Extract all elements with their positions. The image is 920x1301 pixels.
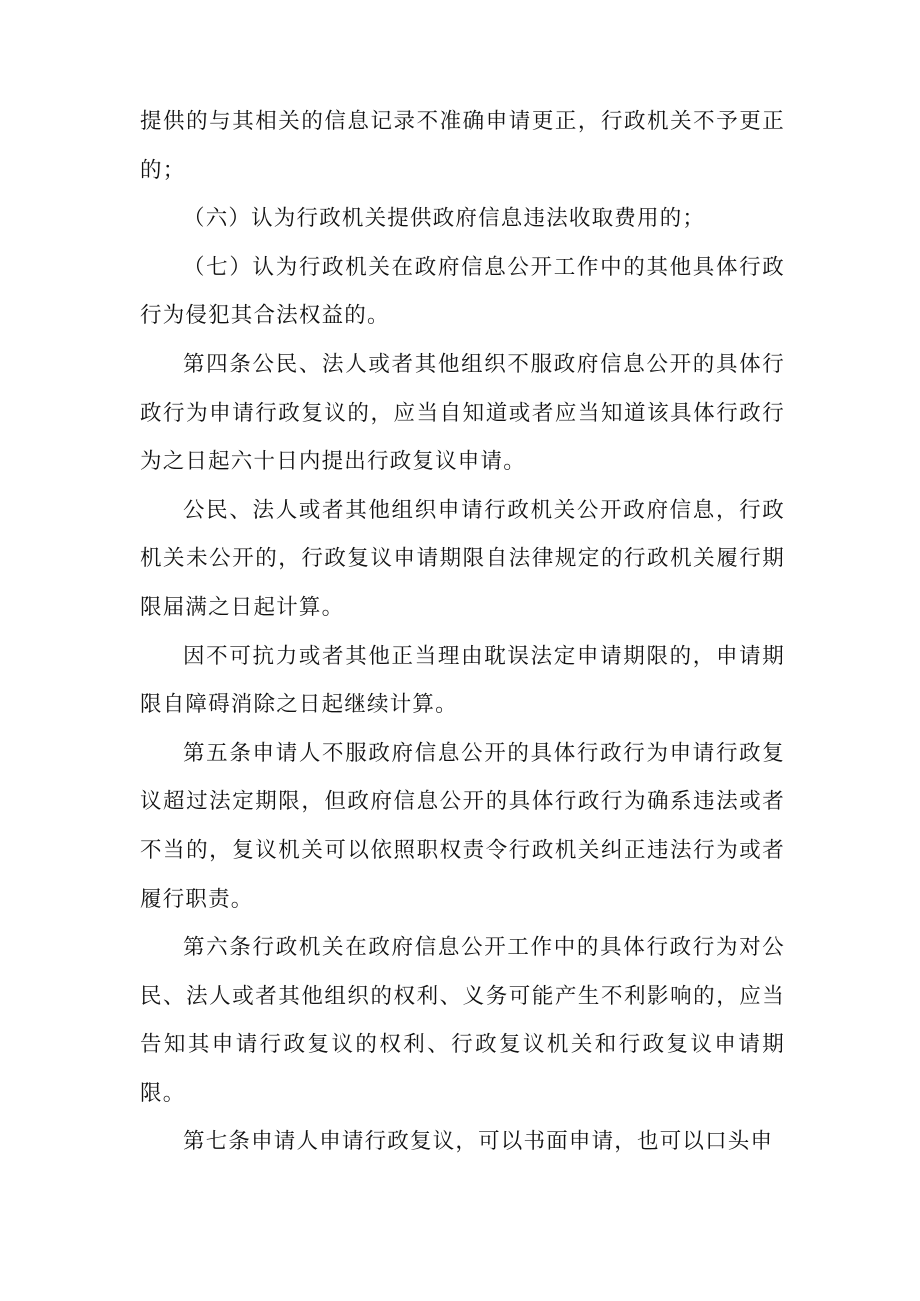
- paragraph-article-6: 第六条行政机关在政府信息公开工作中的具体行政行为对公民、法人或者其他组织的权利、义务可能产生不利影响的，应当告知其申请行政复议的权利、行政复议机关和行政复议申请期限。: [140, 935, 785, 1106]
- paragraph-article-4: 第四条公民、法人或者其他组织不服政府信息公开的具体行政行为申请行政复议的，应当自知道或者应当知道该具体行政行为之日起六十日内提出行政复议申请。: [140, 351, 785, 475]
- document-body: [140, 98, 785, 1167]
- paragraph-item-6: （六）认为行政机关提供政府信息违法收取费用的；: [183, 206, 706, 232]
- paragraph-article-4-clause-2: 公民、法人或者其他组织申请行政机关公开政府信息，行政机关未公开的，行政复议申请期限自法律规定的行政机关履行期限届满之日起计算。: [140, 497, 785, 620]
- paragraph-article-7: 第七条申请人申请行政复议，可以书面申请，也可以口头申: [183, 1129, 774, 1155]
- paragraph-item-7: （七）认为行政机关在政府信息公开工作中的其他具体行政行为侵犯其合法权益的。: [140, 254, 785, 329]
- paragraph-article-4-clause-3: 因不可抗力或者其他正当理由耽误法定申请期限的，申请期限自障碍消除之日起继续计算。: [140, 643, 785, 718]
- paragraph-article-5: 第五条申请人不服政府信息公开的具体行政行为申请行政复议超过法定期限，但政府信息公开的具体行政行为确系违法或者不当的，复议机关可以依照职权责令行政机关纠正违法行为或者履行职责。: [140, 740, 785, 912]
- paragraph-continuation: 提供的与其相关的信息记录不准确申请更正，行政机关不予更正的；: [140, 109, 785, 183]
